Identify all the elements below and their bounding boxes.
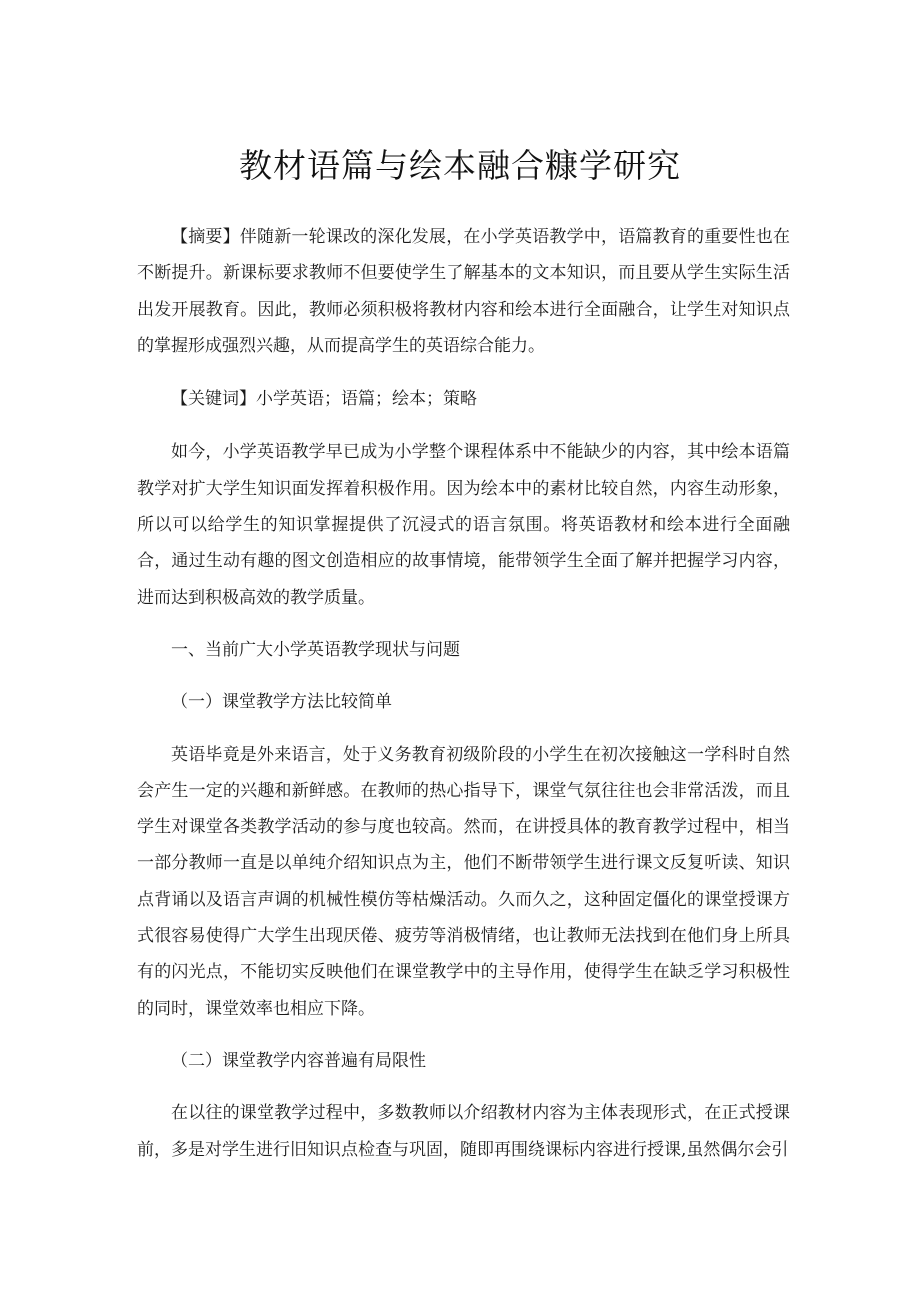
document-title: 教材语篇与绘本融合糠学研究 [239, 146, 681, 185]
subsection-2-paragraph: 在以往的课堂教学过程中，多数教师以介绍教材内容为主体表现形式，在正式授课前，多是对学生进行旧知识点检查与巩固，随即再围绕课标内容进行授课,虽然偶尔会引 [137, 1103, 790, 1160]
document-body [137, 219, 790, 1168]
section-1-heading: 一、当前广大小学英语教学现状与问题 [171, 639, 460, 660]
keywords-paragraph: 【关键词】小学英语；语篇；绘本；策略 [171, 389, 477, 410]
intro-paragraph: 如今，小学英语教学早已成为小学整个课程体系中不能缺少的内容，其中绘本语篇教学对扩大学生知识面发挥着积极作用。因为绘本中的素材比较自然，内容生动形象，所以可以给学生的知识掌握提供了沉浸式的语言氛围。将英语教材和绘本进行全面融合，通过生动有趣的图文创造相应的故事情境，能带领学生全面了解并把握学习内容，进而达到积极高效的教学质量。 [137, 442, 790, 608]
abstract-paragraph: 【摘要】伴随新一轮课改的深化发展，在小学英语教学中，语篇教育的重要性也在不断提升。新课标要求教师不但要使学生了解基本的文本知识，而且要从学生实际生活出发开展教育。因此，教师必须积极将教材内容和绘本进行全面融合，让学生对知识点的掌握形成强烈兴趣，从而提高学生的英语综合能力。 [137, 227, 790, 356]
subsection-1-heading: （一）课堂教学方法比较简单 [171, 692, 392, 713]
subsection-2-heading: （二）课堂教学内容普遍有局限性 [171, 1050, 426, 1071]
subsection-1-paragraph: 英语毕竟是外来语言，处于义务教育初级阶段的小学生在初次接触这一学科时自然会产生一定的兴趣和新鲜感。在教师的热心指导下，课堂气氛往往也会非常活泼，而且学生对课堂各类教学活动的参与度也较高。然而，在讲授具体的教育教学过程中，相当一部分教师一直是以单纯介绍知识点为主，他们不断带领学生进行课文反复听读、知识点背诵以及语言声调的机械性模仿等枯燥活动。久而久之，这种固定僵化的课堂授课方式很容易使得广大学生出现厌倦、疲劳等消极情绪，也让教师无法找到在他们身上所具有的闪光点，不能切实反映他们在课堂教学中的主导作用，使得学生在缺乏学习积极性的同时，课堂效率也相应下降。 [137, 744, 790, 1019]
